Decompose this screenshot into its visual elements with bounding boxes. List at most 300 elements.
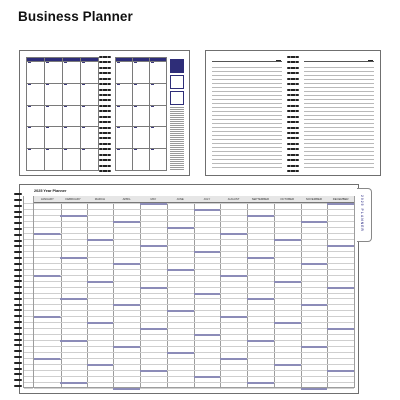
day-row bbox=[140, 382, 167, 383]
month-header: APRIL bbox=[113, 196, 140, 203]
day-row bbox=[140, 352, 167, 353]
day-cell bbox=[81, 84, 99, 106]
day-row bbox=[24, 233, 33, 234]
day-cell bbox=[116, 62, 133, 84]
day-row bbox=[247, 382, 274, 384]
day-number-mark bbox=[82, 149, 85, 150]
spiral-coil bbox=[287, 56, 299, 58]
day-row bbox=[194, 275, 221, 276]
note-line bbox=[212, 155, 282, 156]
day-row bbox=[113, 257, 140, 258]
day-row bbox=[113, 340, 140, 341]
day-row bbox=[60, 376, 87, 377]
month-column bbox=[327, 196, 355, 388]
note-line bbox=[212, 99, 282, 100]
day-row bbox=[327, 287, 354, 289]
spiral-coil bbox=[99, 127, 111, 129]
day-cell bbox=[81, 62, 99, 84]
spiral-coil bbox=[287, 78, 299, 80]
month-header: AUGUST bbox=[220, 196, 247, 203]
spiral-coil bbox=[14, 222, 22, 224]
note-line bbox=[212, 75, 282, 76]
day-row bbox=[24, 364, 33, 365]
day-row bbox=[113, 227, 140, 228]
day-row bbox=[34, 203, 61, 204]
day-row bbox=[247, 358, 274, 359]
day-row bbox=[24, 334, 33, 335]
day-row bbox=[24, 316, 33, 317]
day-row bbox=[247, 227, 274, 228]
note-line bbox=[212, 139, 282, 140]
day-row bbox=[113, 251, 140, 252]
spiral-coil bbox=[287, 116, 299, 118]
day-row bbox=[140, 364, 167, 365]
page-title: Business Planner bbox=[18, 9, 133, 24]
spiral-coil bbox=[287, 137, 299, 139]
day-row bbox=[301, 269, 328, 270]
day-row bbox=[60, 388, 87, 389]
day-cell bbox=[45, 62, 63, 84]
day-row bbox=[60, 281, 87, 282]
day-row bbox=[301, 322, 328, 323]
day-row bbox=[24, 245, 33, 246]
day-row bbox=[140, 310, 167, 311]
day-row bbox=[167, 340, 194, 341]
spiral-coil bbox=[14, 211, 22, 213]
day-row bbox=[194, 364, 221, 365]
day-row bbox=[24, 310, 33, 311]
day-row bbox=[24, 370, 33, 371]
day-row bbox=[113, 322, 140, 323]
day-number-mark bbox=[117, 84, 120, 85]
month-header: DECEMBER bbox=[327, 196, 354, 203]
day-row bbox=[60, 364, 87, 365]
day-cell bbox=[133, 149, 150, 171]
day-row bbox=[87, 239, 114, 241]
note-line bbox=[212, 115, 282, 116]
day-number-mark bbox=[151, 127, 154, 128]
day-cell bbox=[45, 106, 63, 128]
day-row bbox=[327, 209, 354, 210]
day-number-mark bbox=[82, 127, 85, 128]
day-row bbox=[24, 209, 33, 210]
day-row bbox=[60, 304, 87, 305]
spiral-coil bbox=[14, 292, 22, 294]
spiral-coil bbox=[14, 298, 22, 300]
day-row bbox=[34, 334, 61, 335]
spiral-coil bbox=[14, 333, 22, 335]
day-row bbox=[247, 287, 274, 288]
month-header: JULY bbox=[194, 196, 221, 203]
spiral-coil bbox=[99, 121, 111, 123]
spiral-coil bbox=[287, 165, 299, 167]
month-column bbox=[60, 196, 88, 388]
day-row bbox=[34, 328, 61, 329]
day-row bbox=[60, 251, 87, 252]
day-cell bbox=[116, 84, 133, 106]
day-row bbox=[140, 275, 167, 276]
spiral-coil bbox=[14, 344, 22, 346]
notes-header-line bbox=[212, 61, 282, 62]
note-line bbox=[304, 103, 374, 104]
day-row bbox=[60, 370, 87, 371]
day-row bbox=[247, 370, 274, 371]
spiral-coil bbox=[287, 72, 299, 74]
day-row bbox=[87, 370, 114, 371]
day-row bbox=[24, 251, 33, 252]
day-row bbox=[167, 233, 194, 234]
day-row bbox=[24, 275, 33, 276]
day-row bbox=[194, 227, 221, 228]
day-row bbox=[220, 358, 247, 360]
day-row bbox=[167, 257, 194, 258]
day-row bbox=[167, 370, 194, 371]
day-row bbox=[194, 245, 221, 246]
day-row bbox=[327, 293, 354, 294]
day-row bbox=[167, 287, 194, 288]
day-row bbox=[167, 263, 194, 264]
note-line bbox=[212, 127, 282, 128]
day-row bbox=[301, 358, 328, 359]
day-row bbox=[34, 293, 61, 294]
sidebar-note-line bbox=[170, 125, 184, 126]
spiral-coil bbox=[14, 321, 22, 323]
month-column bbox=[194, 196, 222, 388]
sidebar-note-line bbox=[170, 143, 184, 144]
day-row bbox=[301, 304, 328, 306]
day-row bbox=[113, 215, 140, 216]
day-row bbox=[34, 245, 61, 246]
spiral-coil bbox=[14, 205, 22, 207]
day-row bbox=[274, 287, 301, 288]
day-row bbox=[60, 221, 87, 222]
day-row bbox=[274, 352, 301, 353]
note-line bbox=[304, 115, 374, 116]
sidebar-note-line bbox=[170, 157, 184, 158]
day-number-mark bbox=[64, 127, 67, 128]
day-row bbox=[60, 328, 87, 329]
day-cell bbox=[27, 62, 45, 84]
day-row bbox=[140, 263, 167, 264]
day-cell bbox=[63, 106, 81, 128]
day-row bbox=[274, 382, 301, 383]
day-row bbox=[140, 239, 167, 240]
day-number-mark bbox=[151, 149, 154, 150]
day-row bbox=[274, 328, 301, 329]
day-number-mark bbox=[82, 62, 85, 63]
day-row bbox=[113, 358, 140, 359]
day-number-mark bbox=[117, 62, 120, 63]
day-row bbox=[220, 316, 247, 318]
sidebar-note-line bbox=[170, 167, 184, 168]
day-row bbox=[327, 376, 354, 377]
day-row bbox=[194, 358, 221, 359]
day-row bbox=[194, 370, 221, 371]
sidebar-note-line bbox=[170, 113, 184, 114]
day-row bbox=[194, 346, 221, 347]
day-row bbox=[301, 370, 328, 371]
day-row bbox=[301, 215, 328, 216]
day-row bbox=[140, 346, 167, 347]
day-number-mark bbox=[117, 149, 120, 150]
day-row bbox=[274, 293, 301, 294]
day-cell bbox=[116, 106, 133, 128]
day-row bbox=[34, 227, 61, 228]
day-row bbox=[247, 239, 274, 240]
day-row bbox=[60, 293, 87, 294]
day-row bbox=[87, 233, 114, 234]
day-cell bbox=[150, 62, 167, 84]
sidebar-note-line bbox=[170, 111, 184, 112]
spiral-coil bbox=[287, 127, 299, 129]
day-row bbox=[60, 358, 87, 359]
day-row bbox=[24, 239, 33, 240]
day-number-mark bbox=[28, 127, 31, 128]
day-row bbox=[220, 251, 247, 252]
spiral-coil bbox=[14, 356, 22, 358]
day-cell bbox=[133, 62, 150, 84]
day-row bbox=[194, 287, 221, 288]
day-row bbox=[220, 239, 247, 240]
day-number-mark bbox=[28, 149, 31, 150]
notes-planner-spread bbox=[205, 50, 381, 176]
spiral-coil bbox=[14, 339, 22, 341]
day-row bbox=[274, 245, 301, 246]
day-row bbox=[140, 322, 167, 323]
day-row bbox=[247, 203, 274, 204]
day-row bbox=[87, 251, 114, 252]
day-row bbox=[220, 334, 247, 335]
day-cell bbox=[150, 127, 167, 149]
day-row bbox=[140, 376, 167, 377]
day-row bbox=[113, 298, 140, 299]
day-row bbox=[60, 334, 87, 335]
day-row bbox=[140, 215, 167, 216]
day-row bbox=[274, 239, 301, 241]
note-line bbox=[304, 155, 374, 156]
day-row bbox=[247, 269, 274, 270]
note-line bbox=[304, 167, 374, 168]
day-row bbox=[140, 328, 167, 330]
day-cell bbox=[27, 106, 45, 128]
note-line bbox=[212, 163, 282, 164]
day-row bbox=[327, 370, 354, 372]
day-row bbox=[220, 310, 247, 311]
day-row bbox=[220, 203, 247, 204]
day-row bbox=[220, 304, 247, 305]
sidebar-note-line bbox=[170, 163, 184, 164]
day-row bbox=[113, 310, 140, 311]
note-line bbox=[304, 71, 374, 72]
day-row bbox=[167, 316, 194, 317]
day-row bbox=[327, 334, 354, 335]
sidebar-note-line bbox=[170, 161, 184, 162]
day-row bbox=[87, 382, 114, 383]
day-row bbox=[167, 382, 194, 383]
day-row bbox=[167, 209, 194, 210]
day-row bbox=[247, 281, 274, 282]
sidebar-note-line bbox=[170, 115, 184, 116]
day-row bbox=[301, 245, 328, 246]
spiral-coil bbox=[14, 275, 22, 277]
day-row bbox=[194, 382, 221, 383]
day-row bbox=[113, 352, 140, 353]
day-row bbox=[194, 257, 221, 258]
spiral-coil bbox=[14, 362, 22, 364]
day-row bbox=[87, 257, 114, 258]
day-row bbox=[327, 304, 354, 305]
day-row bbox=[34, 215, 61, 216]
note-line bbox=[304, 127, 374, 128]
day-row bbox=[220, 352, 247, 353]
day-row bbox=[24, 221, 33, 222]
sidebar-note-line bbox=[170, 151, 184, 152]
day-row bbox=[274, 340, 301, 341]
note-line bbox=[212, 119, 282, 120]
day-row bbox=[87, 203, 114, 204]
day-row bbox=[140, 340, 167, 341]
day-row bbox=[220, 281, 247, 282]
sidebar-note-line bbox=[170, 127, 184, 128]
day-row bbox=[247, 346, 274, 347]
notes-left-page bbox=[206, 51, 289, 175]
day-row bbox=[167, 304, 194, 305]
spiral-coil bbox=[99, 137, 111, 139]
spiral-coil bbox=[287, 89, 299, 91]
day-cell bbox=[133, 84, 150, 106]
note-line bbox=[304, 91, 374, 92]
day-row bbox=[113, 304, 140, 306]
day-row bbox=[194, 316, 221, 317]
note-line bbox=[304, 123, 374, 124]
spiral-coil bbox=[14, 327, 22, 329]
day-row bbox=[247, 334, 274, 335]
note-line bbox=[212, 91, 282, 92]
notes-header-tick bbox=[368, 60, 373, 61]
day-cell bbox=[133, 127, 150, 149]
day-row bbox=[327, 358, 354, 359]
day-row bbox=[194, 298, 221, 299]
day-row bbox=[327, 364, 354, 365]
day-row bbox=[220, 370, 247, 371]
day-row bbox=[274, 227, 301, 228]
spiral-coil bbox=[99, 61, 111, 63]
day-row bbox=[87, 346, 114, 347]
day-row bbox=[167, 346, 194, 347]
day-cell bbox=[150, 84, 167, 106]
day-row bbox=[140, 251, 167, 252]
day-row bbox=[87, 340, 114, 341]
note-line bbox=[212, 143, 282, 144]
day-row bbox=[301, 346, 328, 348]
sidebar-note-line bbox=[170, 123, 184, 124]
day-row bbox=[60, 239, 87, 240]
day-row bbox=[34, 281, 61, 282]
day-row bbox=[220, 322, 247, 323]
day-number-mark bbox=[134, 62, 137, 63]
day-row bbox=[274, 304, 301, 305]
day-row bbox=[140, 233, 167, 234]
day-row bbox=[24, 388, 33, 389]
day-row bbox=[301, 364, 328, 365]
day-row bbox=[113, 263, 140, 265]
day-row bbox=[24, 322, 33, 323]
sidebar-note-line bbox=[170, 131, 184, 132]
day-row bbox=[24, 263, 33, 264]
day-row bbox=[220, 376, 247, 377]
day-row bbox=[34, 376, 61, 377]
spiral-coil bbox=[14, 280, 22, 282]
day-row bbox=[247, 245, 274, 246]
day-row bbox=[301, 233, 328, 234]
day-number-mark bbox=[134, 149, 137, 150]
day-row bbox=[34, 382, 61, 383]
day-row bbox=[113, 316, 140, 317]
day-row bbox=[24, 358, 33, 359]
day-row bbox=[327, 269, 354, 270]
day-row bbox=[34, 316, 61, 318]
day-row bbox=[301, 334, 328, 335]
spiral-coil bbox=[14, 240, 22, 242]
day-row bbox=[247, 275, 274, 276]
grid-bottom-border bbox=[23, 387, 354, 388]
day-row bbox=[167, 215, 194, 216]
note-line bbox=[212, 123, 282, 124]
day-row bbox=[34, 275, 61, 277]
day-row bbox=[34, 352, 61, 353]
sidebar-note-line bbox=[170, 141, 184, 142]
spiral-coil bbox=[287, 148, 299, 150]
day-row bbox=[274, 209, 301, 210]
spiral-coil bbox=[287, 67, 299, 69]
monthly-planner-spread bbox=[19, 50, 190, 176]
day-row bbox=[194, 293, 221, 295]
day-row bbox=[60, 352, 87, 353]
day-row bbox=[220, 245, 247, 246]
day-row bbox=[113, 287, 140, 288]
note-line bbox=[304, 95, 374, 96]
sidebar-note-line bbox=[170, 153, 184, 154]
notes-right-page bbox=[298, 51, 380, 175]
day-row bbox=[113, 346, 140, 348]
spiral-coil bbox=[99, 67, 111, 69]
day-number-mark bbox=[134, 106, 137, 107]
day-row bbox=[247, 298, 274, 300]
day-row bbox=[167, 352, 194, 354]
spiral-coil bbox=[14, 245, 22, 247]
sidebar-note-line bbox=[170, 139, 184, 140]
month-header: FEBRUARY bbox=[60, 196, 87, 203]
day-row bbox=[167, 293, 194, 294]
day-row bbox=[220, 269, 247, 270]
day-row bbox=[140, 221, 167, 222]
day-row bbox=[247, 322, 274, 323]
spiral-coil bbox=[14, 350, 22, 352]
month-column bbox=[301, 196, 329, 388]
day-row bbox=[327, 233, 354, 234]
day-row bbox=[140, 269, 167, 270]
day-cell bbox=[45, 84, 63, 106]
day-row bbox=[274, 376, 301, 377]
day-row bbox=[327, 251, 354, 252]
spiral-coil bbox=[287, 121, 299, 123]
day-row bbox=[247, 388, 274, 389]
day-row bbox=[24, 269, 33, 270]
day-row bbox=[194, 304, 221, 305]
day-row bbox=[87, 328, 114, 329]
day-row bbox=[87, 269, 114, 270]
day-row bbox=[87, 334, 114, 335]
